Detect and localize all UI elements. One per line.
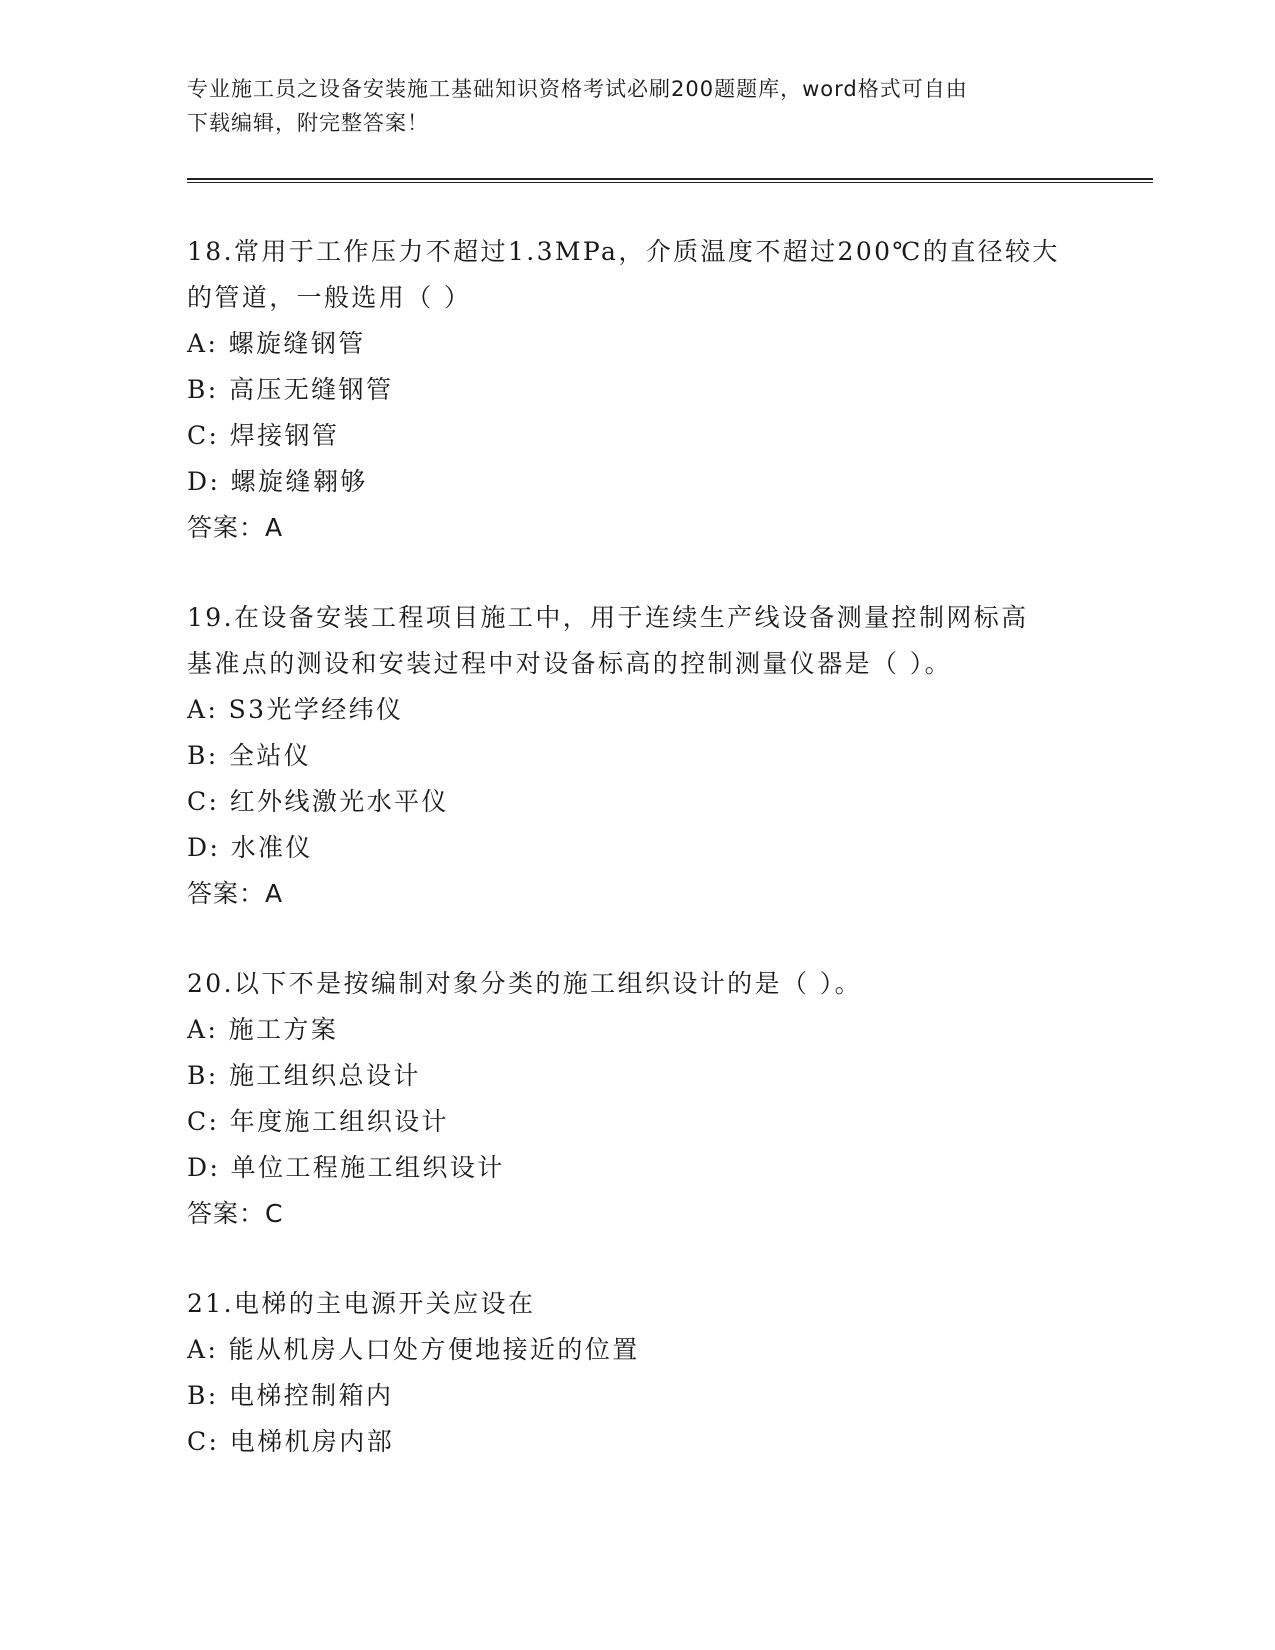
answer-line: 答案：A <box>187 879 284 908</box>
header-line-2: 下载编辑，附完整答案！ <box>187 111 429 135</box>
option-c: C: 电梯机房内部 <box>187 1427 395 1456</box>
option-b: B: 施工组织总设计 <box>187 1061 421 1090</box>
option-b: B: 电梯控制箱内 <box>187 1381 394 1410</box>
header-line-1: 专业施工员之设备安装施工基础知识资格考试必刷200题题库，word格式可自由 <box>187 77 968 101</box>
header-divider <box>187 178 1153 183</box>
option-c: C: 红外线激光水平仪 <box>187 787 449 816</box>
question-stem: 18.常用于工作压力不超过1.3MPa，介质温度不超过200℃的直径较大 <box>187 237 1060 266</box>
question-18 <box>187 229 1087 551</box>
document-header <box>187 72 1067 140</box>
question-21 <box>187 1281 1087 1465</box>
question-19 <box>187 595 1087 917</box>
option-d: D: 螺旋缝翱够 <box>187 467 368 496</box>
option-c: C: 焊接钢管 <box>187 421 340 450</box>
option-a: A: 螺旋缝钢管 <box>187 329 366 358</box>
option-b: B: 全站仪 <box>187 741 312 770</box>
option-a: A: 能从机房人口处方便地接近的位置 <box>187 1335 640 1364</box>
question-stem: 19.在设备安装工程项目施工中，用于连续生产线设备测量控制网标高 <box>187 603 1029 632</box>
option-a: A: S3光学经纬仪 <box>187 695 404 724</box>
question-20 <box>187 961 1087 1237</box>
answer-line: 答案：C <box>187 1199 284 1228</box>
question-list <box>187 229 1087 1465</box>
option-c: C: 年度施工组织设计 <box>187 1107 449 1136</box>
option-b: B: 高压无缝钢管 <box>187 375 394 404</box>
question-stem: 21.电梯的主电源开关应设在 <box>187 1289 536 1318</box>
question-stem-continued: 基准点的测设和安装过程中对设备标高的控制测量仪器是（ ）。 <box>187 649 953 678</box>
option-d: D: 水准仪 <box>187 833 313 862</box>
question-stem-continued: 的管道，一般选用（ ） <box>187 283 472 312</box>
answer-line: 答案：A <box>187 513 284 542</box>
option-a: A: 施工方案 <box>187 1015 339 1044</box>
option-d: D: 单位工程施工组织设计 <box>187 1153 505 1182</box>
question-stem: 20.以下不是按编制对象分类的施工组织设计的是（ ）。 <box>187 969 863 998</box>
